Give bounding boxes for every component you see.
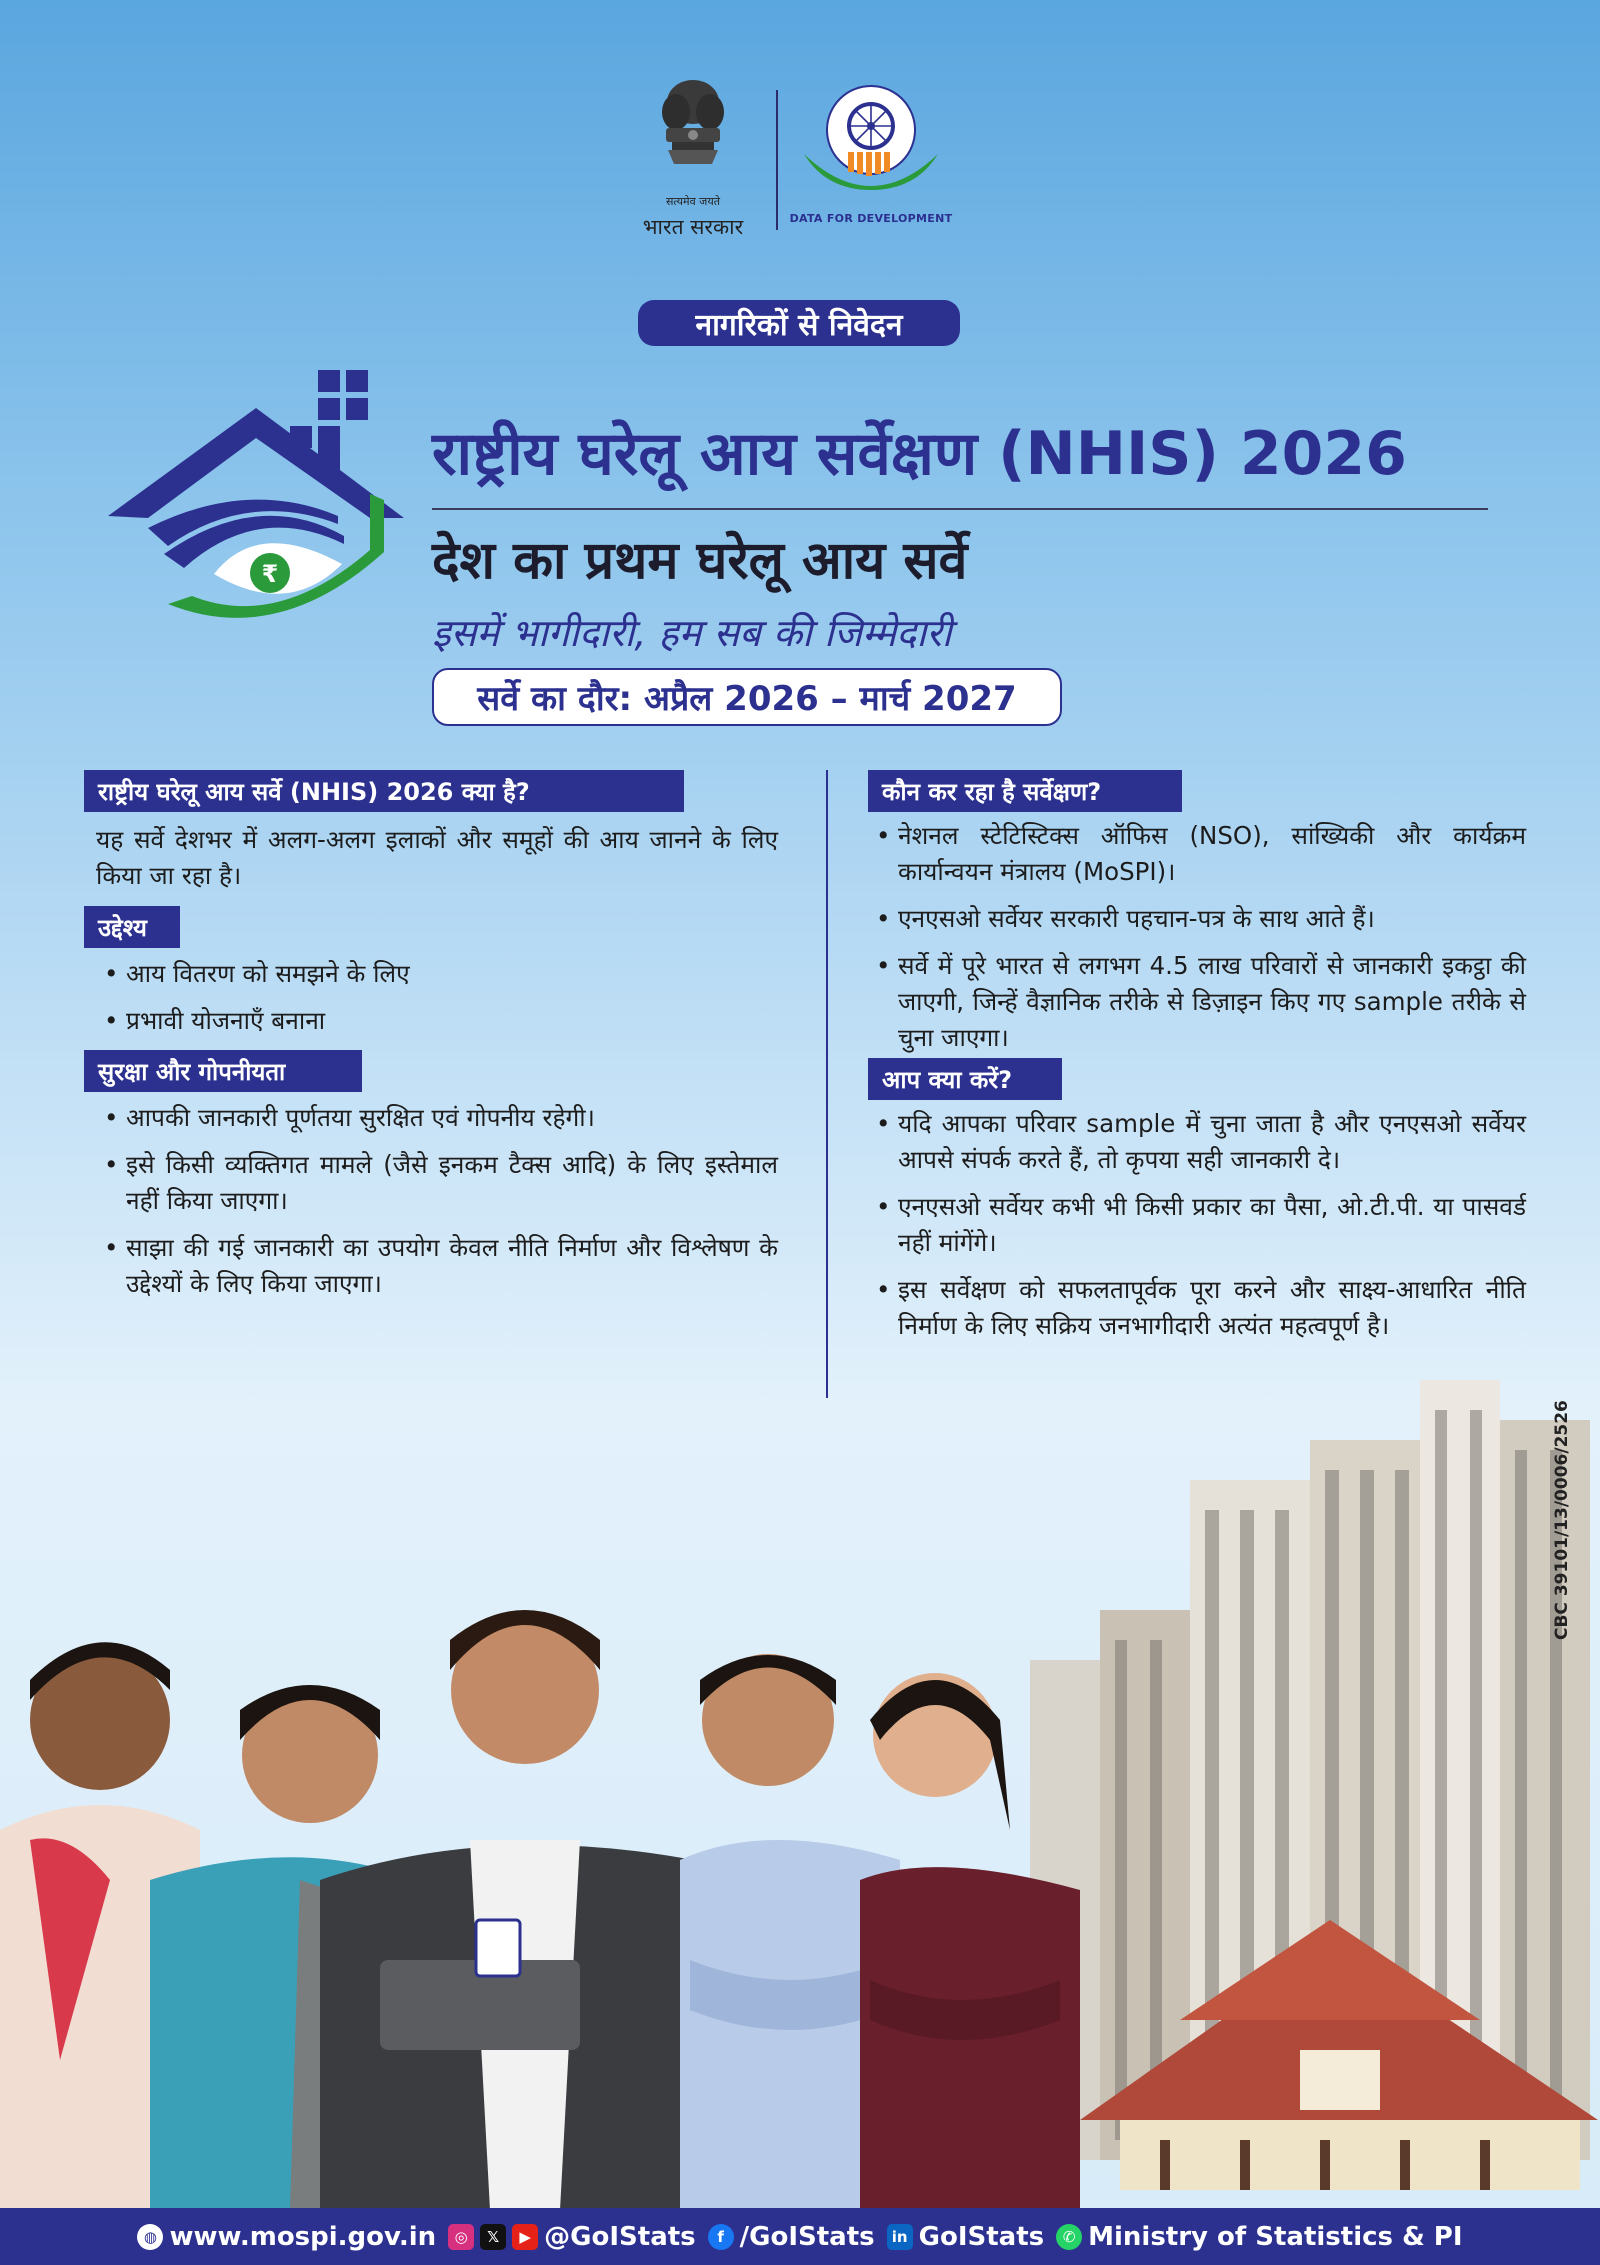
- footer-website[interactable]: [137, 2222, 436, 2252]
- list-item: • इस सर्वेक्षण को सफलतापूर्वक पूरा करने और साक्ष्य-आधारित नीति निर्माण के लिए सक्रिय जनभागीदारी अत्यंत महत्वपूर्ण है।: [868, 1272, 1526, 1344]
- security-heading: सुरक्षा और गोपनीयता: [84, 1050, 362, 1092]
- footer-whatsapp[interactable]: [1056, 2222, 1462, 2252]
- social-handle[interactable]: @GoIStats: [544, 2221, 696, 2252]
- who-heading: कौन कर रहा है सर्वेक्षण?: [868, 770, 1182, 812]
- list-item: • प्रभावी योजनाएँ बनाना: [96, 1003, 778, 1039]
- footer-facebook[interactable]: [708, 2222, 875, 2252]
- nhis-house-logo: [108, 368, 410, 636]
- people-group: [0, 1610, 1080, 2210]
- what-to-do-heading: आप क्या करें?: [868, 1058, 1062, 1100]
- list-item: • साझा की गई जानकारी का उपयोग केवल नीति निर्माण और विश्लेषण के उद्देश्यों के लिए किया जाएगा।: [96, 1230, 778, 1302]
- mospi-chakra-icon: [796, 78, 946, 208]
- x-icon[interactable]: 𝕏: [480, 2224, 506, 2250]
- footer-bar: [0, 2208, 1600, 2265]
- purpose-heading: उद्देश्य: [84, 906, 180, 948]
- what-is-nhis-heading: राष्ट्रीय घरेलू आय सर्वे (NHIS) 2026 क्या है?: [84, 770, 684, 812]
- what-to-do-list: [868, 1106, 1526, 1355]
- people-and-buildings-photo: [0, 1360, 1600, 2210]
- emblem-motto: सत्यमेव जयते: [665, 195, 720, 208]
- tagline: इसमें भागीदारी, हम सब की जिम्मेदारी: [432, 611, 952, 655]
- list-item: • सर्वे में पूरे भारत से लगभग 4.5 लाख परिवारों से जानकारी इकट्ठा की जाएगी, जिन्हें वैज्ञानिक तरीके से डिज़ाइन किए गए sample तरीके से चुना जाएगा।: [868, 948, 1526, 1056]
- security-list: [96, 1100, 778, 1313]
- what-is-nhis-text: यह सर्वे देशभर में अलग-अलग इलाकों और समूहों की आय जानने के लिए किया जा रहा है।: [96, 825, 778, 890]
- instagram-icon[interactable]: ◎: [448, 2224, 474, 2250]
- footer-linkedin[interactable]: [887, 2222, 1044, 2252]
- list-item: • आपकी जानकारी पूर्णतया सुरक्षित एवं गोपनीय रहेगी।: [96, 1100, 778, 1136]
- who-list: [868, 818, 1526, 1067]
- main-title: राष्ट्रीय घरेलू आय सर्वेक्षण (NHIS) 2026: [432, 419, 1407, 489]
- rupee-icon: ₹: [261, 560, 279, 588]
- list-item: • नेशनल स्टेटिस्टिक्स ऑफिस (NSO), सांख्यिकी और कार्यक्रम कार्यान्वयन मंत्रालय (MoSPI)।: [868, 818, 1526, 890]
- ashoka-emblem-icon: [648, 72, 738, 190]
- cbc-code: CBC 39101/13/0006/2526: [1552, 1400, 1572, 1640]
- facebook-handle[interactable]: /GoIStats: [739, 2221, 875, 2252]
- list-item: • यदि आपका परिवार sample में चुना जाता है और एनएसओ सर्वेयर आपसे संपर्क करते हैं, तो कृपया सही जानकारी दे।: [868, 1106, 1526, 1178]
- appeal-pill-label: नागरिकों से निवेदन: [638, 300, 960, 346]
- globe-icon: ◍: [137, 2224, 163, 2250]
- national-emblem: [628, 72, 758, 252]
- id-card: [476, 1920, 520, 1976]
- youtube-icon[interactable]: ▶: [512, 2224, 538, 2250]
- mospi-tagline: DATA FOR DEVELOPMENT: [789, 212, 953, 225]
- list-item: • एनएसओ सर्वेयर कभी भी किसी प्रकार का पैसा, ओ.टी.पी. या पासवर्ड नहीं मांगेंगे।: [868, 1189, 1526, 1261]
- list-item: • आय वितरण को समझने के लिए: [96, 956, 778, 992]
- mospi-logo: [782, 78, 960, 238]
- column-divider: [826, 770, 828, 1398]
- list-item: • इसे किसी व्यक्तिगत मामले (जैसे इनकम टैक्स आदि) के लिए इस्तेमाल नहीं किया जाएगा।: [96, 1147, 778, 1219]
- whatsapp-icon: ✆: [1056, 2224, 1082, 2250]
- title-rule: [432, 508, 1488, 510]
- footer-social[interactable]: [448, 2222, 695, 2252]
- sub-title: देश का प्रथम घरेलू आय सर्वे: [432, 531, 968, 591]
- emblem-title: भारत सरकार: [642, 215, 744, 239]
- linkedin-handle[interactable]: GoIStats: [918, 2221, 1045, 2252]
- website-link[interactable]: www.mospi.gov.in: [169, 2221, 437, 2252]
- survey-period: सर्वे का दौर: अप्रैल 2026 – मार्च 2027: [432, 668, 1062, 726]
- linkedin-icon: in: [887, 2224, 913, 2250]
- list-item: • एनएसओ सर्वेयर सरकारी पहचान-पत्र के साथ आते हैं।: [868, 901, 1526, 937]
- logo-divider: [776, 90, 778, 230]
- purpose-list: [96, 956, 778, 1050]
- whatsapp-channel[interactable]: Ministry of Statistics & PI: [1088, 2221, 1463, 2252]
- facebook-icon: f: [708, 2224, 734, 2250]
